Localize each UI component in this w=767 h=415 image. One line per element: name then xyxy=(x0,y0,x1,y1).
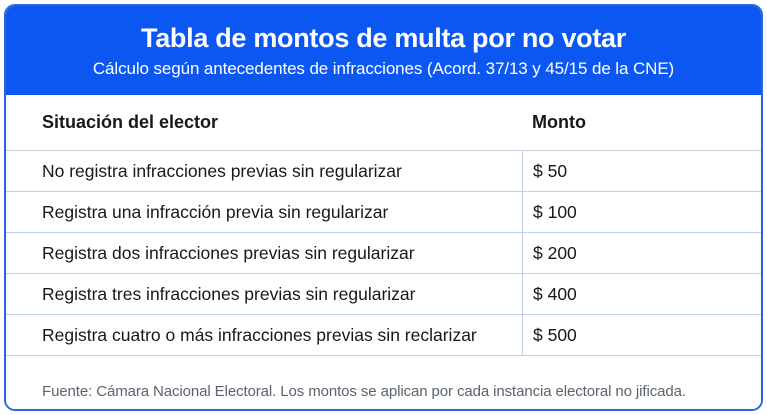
table-row xyxy=(6,233,761,274)
source-note: Fuente: Cámara Nacional Electoral. Los montos se aplican por cada instancia electoral no jificada. xyxy=(6,374,761,409)
amount-cell: $ 500 xyxy=(522,315,761,355)
situation-cell: No registra infracciones previas sin regularizar xyxy=(42,160,402,181)
situation-cell: Registra tres infracciones previas sin regularizar xyxy=(42,283,416,304)
amount-cell: $ 200 xyxy=(522,233,761,273)
table-row xyxy=(6,315,761,356)
fine-amounts-card xyxy=(4,4,763,411)
table-row xyxy=(6,151,761,192)
column-header-situation: Situación del elector xyxy=(42,112,219,132)
table-row xyxy=(6,192,761,233)
card-header xyxy=(6,6,761,95)
situation-cell: Registra dos infracciones previas sin regularizar xyxy=(42,242,415,263)
amount-cell: $ 400 xyxy=(522,274,761,314)
table-row xyxy=(6,274,761,315)
fine-amounts-table xyxy=(6,95,761,374)
table-header-row xyxy=(6,95,761,151)
card-subtitle: Cálculo según antecedentes de infracciones (Acord. 37/13 y 45/15 de la CNE) xyxy=(92,59,675,78)
column-header-amount: Monto xyxy=(532,112,586,132)
amount-cell: $ 100 xyxy=(522,192,761,232)
situation-cell: Registra cuatro o más infracciones previas sin reclarizar xyxy=(42,324,477,345)
card-title: Tabla de montos de multa por no votar xyxy=(141,23,626,54)
situation-cell: Registra una infracción previa sin regularizar xyxy=(42,201,389,222)
amount-cell: $ 50 xyxy=(522,151,761,191)
